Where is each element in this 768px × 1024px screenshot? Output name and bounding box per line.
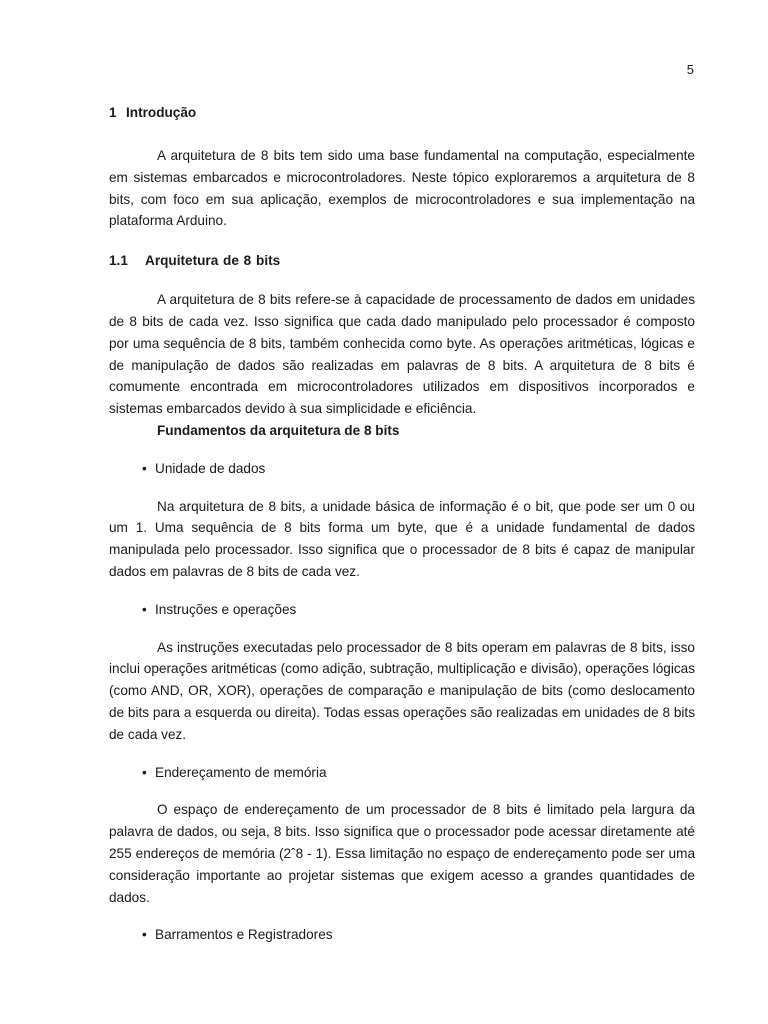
bullet-glyph: •	[142, 601, 147, 617]
page-content	[109, 103, 695, 946]
subsection-heading	[109, 251, 695, 271]
list-item-unidade-de-dados	[109, 458, 695, 480]
unidade-de-dados-paragraph: Na arquitetura de 8 bits, a unidade básica de informação é o bit, que pode ser um 0 ou um 1. Uma sequência de 8 bits forma um byte, que é a unidade fundamental de dados manipulada pelo processador. Isso significa que o processador de 8 bits é capaz de manipular dados em palavras de 8 bits de cada vez.	[109, 498, 695, 579]
bullet-glyph: •	[142, 764, 147, 780]
list-item-title: Unidade de dados	[155, 460, 266, 476]
section-title: Introdução	[126, 105, 197, 120]
bullet-glyph: •	[142, 927, 147, 943]
list-item-barramentos	[109, 924, 695, 946]
subsection-number: 1.1	[109, 253, 128, 269]
architecture-paragraph: A arquitetura de 8 bits refere-se à capacidade de processamento de dados em unidades de 8 bits de cada vez. Isso significa que cada dado manipulado pelo processador é composto por uma sequência de 8 bits, também conhecida como byte. As operações aritméticas, lógicas e de manipulação de dados são realizadas em palavras de 8 bits. A arquitetura de 8 bits é comumente encontrada em microcontroladores utilizados em dispositivos incorporados e sistemas embarcados devido à sua simplicidade e eficiência.	[109, 292, 695, 417]
enderecamento-paragraph: O espaço de endereçamento de um processador de 8 bits é limitado pela largura da palavra de dados, ou seja, 8 bits. Isso significa que o processador pode acessar diretamente até 255 endereços de memória (2ˆ8 - 1). Essa limitação no espaço de endereçamento pode ser uma consideração importante ao projetar sistemas que exigem acesso a grandes quantidades de dados.	[109, 802, 695, 905]
instrucoes-paragraph: As instruções executadas pelo processador de 8 bits operam em palavras de 8 bits, isso inclui operações aritméticas (como adição, subtração, multiplicação e divisão), operações lógicas (como AND, OR, XOR), operações de comparação e manipulação de bits (como deslocamento de bits para a esquerda ou direita). Todas essas operações são realizadas em unidades de 8 bits de cada vez.	[109, 639, 695, 742]
list-item-instrucoes	[109, 599, 695, 621]
bullet-glyph: •	[142, 460, 147, 476]
list-item-title: Instruções e operações	[155, 601, 297, 617]
section-number: 1	[109, 105, 117, 120]
subsection-title: Arquitetura de 8 bits	[145, 253, 281, 269]
section-heading	[109, 103, 695, 123]
intro-paragraph: A arquitetura de 8 bits tem sido uma base fundamental na computação, especialmente em sistemas embarcados e microcontroladores. Neste tópico exploraremos a arquitetura de 8 bits, com foco em sua aplicação, exemplos de microcontroladores e sua implementação na plataforma Arduino.	[109, 148, 695, 229]
list-item-title: Barramentos e Registradores	[155, 927, 333, 943]
fundamentals-heading: Fundamentos da arquitetura de 8 bits	[157, 422, 400, 438]
list-item-enderecamento	[109, 762, 695, 784]
page-number: 5	[686, 62, 694, 77]
list-item-title: Endereçamento de memória	[155, 764, 327, 780]
